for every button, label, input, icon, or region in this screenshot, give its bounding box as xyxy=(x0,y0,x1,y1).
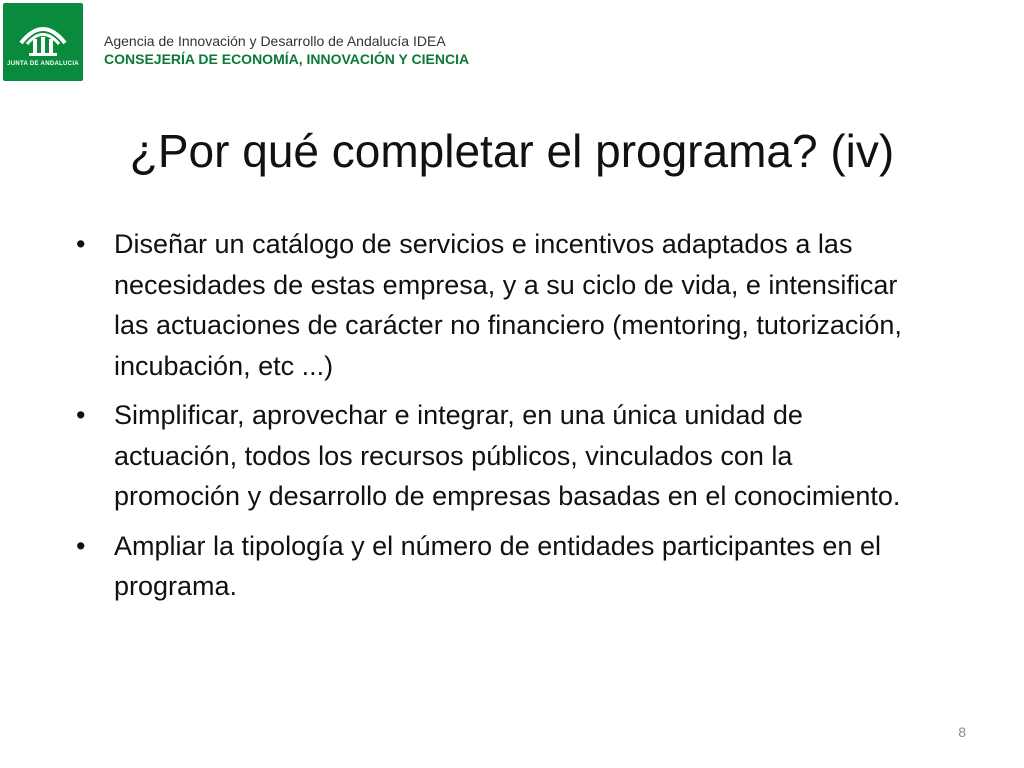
ministry-name: CONSEJERÍA DE ECONOMÍA, INNOVACIÓN Y CIENCIA xyxy=(104,51,470,67)
bullet-dot-icon: • xyxy=(76,400,86,430)
page-number: 8 xyxy=(958,724,966,740)
junta-emblem-icon xyxy=(15,13,71,57)
bullet-dot-icon: • xyxy=(76,530,86,561)
junta-de-andalucia-logo xyxy=(3,3,83,81)
logo-caption: JUNTA DE ANDALUCIA xyxy=(7,61,79,67)
header-organization xyxy=(104,32,469,68)
bullet-text: Simplificar, aprovechar e integrar, en una única unidad de actuación, todos los recursos públicos, vinculados con la promoción y desarrollo de empresas basadas en el conocimiento. xyxy=(114,400,901,511)
bullet-list xyxy=(70,224,920,616)
bullet-item xyxy=(70,224,920,386)
slide-title: ¿Por qué completar el programa? (iv) xyxy=(129,125,895,177)
agency-name: Agencia de Innovación y Desarrollo de Andalucía IDEA xyxy=(104,33,446,49)
bullet-dot-icon: • xyxy=(76,229,86,259)
bullet-item xyxy=(70,526,920,607)
bullet-text: Ampliar la tipología y el número de entidades participantes en el programa. xyxy=(114,530,881,601)
bullet-item xyxy=(70,395,920,517)
bullet-text: Diseñar un catálogo de servicios e incentivos adaptados a las necesidades de estas empresa, y a su ciclo de vida, e intensificar las actuaciones de carácter no financiero (mentoring, tutorización, incubación, etc ...) xyxy=(114,229,902,381)
